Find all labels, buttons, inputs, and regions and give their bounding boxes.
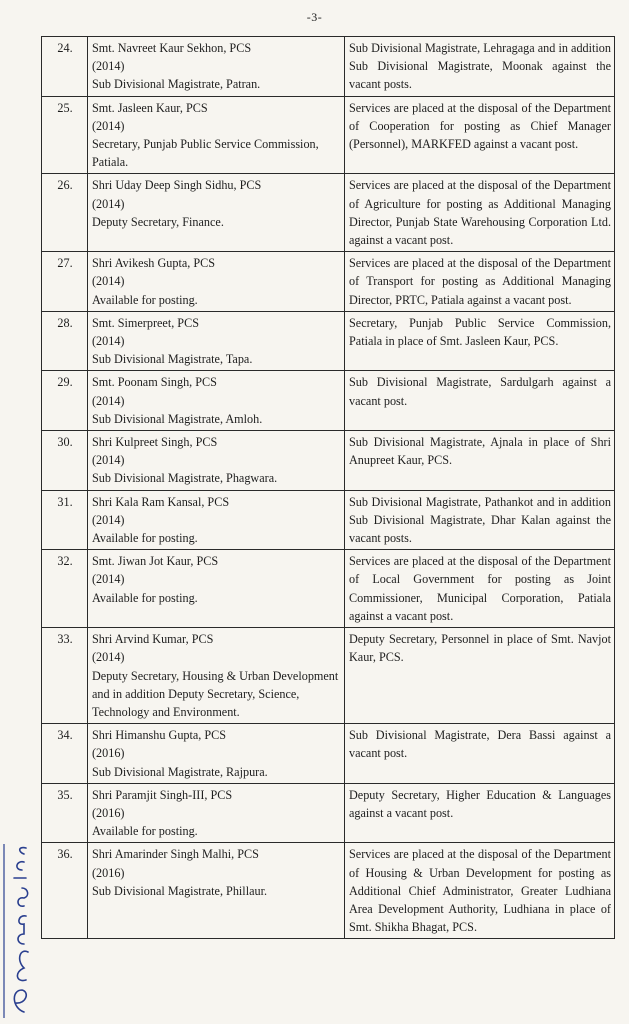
new-posting: Services are placed at the disposal of the Department of Housing & Urban Development for posting as Additional Chief Administrator, Greater Ludhiana Area Development Authority, Ludhiana in place of Smt. Shikha Bhagat, PCS. (345, 843, 615, 939)
officer-batch: (2014) (92, 118, 125, 133)
serial-number: 26. (42, 174, 88, 252)
officer-name: Shri Amarinder Singh Malhi, PCS (92, 847, 259, 862)
officer-batch: (2014) (92, 512, 125, 527)
officer-current-post: Deputy Secretary, Housing & Urban Development and in addition Deputy Secretary, Science, Technology and Environment. (92, 668, 339, 719)
new-posting: Deputy Secretary, Personnel in place of Smt. Navjot Kaur, PCS. (345, 628, 615, 724)
new-posting: Services are placed at the disposal of the Department of Transport for posting as Additional Managing Director, PRTC, Patiala against a vacant post. (345, 252, 615, 312)
officer-name: Shri Kulpreet Singh, PCS (92, 435, 218, 450)
serial-number: 24. (42, 37, 88, 97)
new-posting: Sub Divisional Magistrate, Ajnala in place of Shri Anupreet Kaur, PCS. (345, 431, 615, 491)
serial-number: 29. (42, 371, 88, 431)
officer-current-post: Sub Divisional Magistrate, Phagwara. (92, 471, 278, 486)
table-row (42, 371, 615, 431)
new-posting: Sub Divisional Magistrate, Dera Bassi against a vacant post. (345, 724, 615, 784)
officer-current-post: Available for posting. (92, 590, 198, 605)
officer-cell (88, 783, 345, 843)
officer-cell (88, 371, 345, 431)
officer-batch: (2016) (92, 746, 125, 761)
table-row (42, 252, 615, 312)
officer-cell (88, 490, 345, 550)
table-row (42, 490, 615, 550)
serial-number: 27. (42, 252, 88, 312)
officer-cell (88, 37, 345, 97)
posting-orders-table (41, 36, 615, 939)
new-posting: Sub Divisional Magistrate, Sardulgarh against a vacant post. (345, 371, 615, 431)
officer-batch: (2016) (92, 865, 125, 880)
officer-cell (88, 724, 345, 784)
officer-name: Shri Paramjit Singh-III, PCS (92, 787, 233, 802)
officer-batch: (2014) (92, 453, 125, 468)
officer-name: Shri Avikesh Gupta, PCS (92, 256, 216, 271)
officer-cell (88, 431, 345, 491)
officer-name: Smt. Poonam Singh, PCS (92, 375, 217, 390)
officer-current-post: Available for posting. (92, 292, 198, 307)
table-row (42, 37, 615, 97)
serial-number: 35. (42, 783, 88, 843)
officer-batch: (2014) (92, 196, 125, 211)
officer-current-post: Sub Divisional Magistrate, Rajpura. (92, 764, 268, 779)
officer-cell (88, 311, 345, 371)
table-row (42, 311, 615, 371)
officer-current-post: Sub Divisional Magistrate, Patran. (92, 77, 261, 92)
new-posting: Services are placed at the disposal of the Department of Agriculture for posting as Additional Managing Director, Punjab State Warehousing Corporation Ltd. against a vacant post. (345, 174, 615, 252)
table-row (42, 628, 615, 724)
officer-name: Shri Himanshu Gupta, PCS (92, 728, 227, 743)
officer-batch: (2014) (92, 334, 125, 349)
officer-batch: (2016) (92, 805, 125, 820)
new-posting: Deputy Secretary, Higher Education & Languages against a vacant post. (345, 783, 615, 843)
officer-name: Smt. Navreet Kaur Sekhon, PCS (92, 41, 252, 55)
officer-current-post: Sub Divisional Magistrate, Amloh. (92, 411, 263, 426)
new-posting: Services are placed at the disposal of the Department of Local Government for posting as Joint Commissioner, Municipal Corporation, Patiala against a vacant post. (345, 550, 615, 628)
officer-current-post: Secretary, Punjab Public Service Commission, Patiala. (92, 137, 319, 170)
table-row (42, 96, 615, 174)
officer-name: Smt. Jiwan Jot Kaur, PCS (92, 554, 219, 569)
officer-name: Smt. Jasleen Kaur, PCS (92, 100, 208, 115)
serial-number: 31. (42, 490, 88, 550)
new-posting: Secretary, Punjab Public Service Commission, Patiala in place of Smt. Jasleen Kaur, PCS. (345, 311, 615, 371)
officer-batch: (2014) (92, 59, 125, 74)
serial-number: 34. (42, 724, 88, 784)
officer-name: Shri Kala Ram Kansal, PCS (92, 494, 230, 509)
officer-cell (88, 628, 345, 724)
serial-number: 30. (42, 431, 88, 491)
officer-cell (88, 174, 345, 252)
officer-current-post: Sub Divisional Magistrate, Phillaur. (92, 883, 268, 898)
table-row (42, 724, 615, 784)
officer-cell (88, 96, 345, 174)
table-row (42, 783, 615, 843)
table-body (42, 37, 615, 939)
officer-cell (88, 843, 345, 939)
officer-cell (88, 550, 345, 628)
table-row (42, 174, 615, 252)
officer-current-post: Available for posting. (92, 824, 198, 839)
officer-name: Shri Arvind Kumar, PCS (92, 632, 214, 647)
officer-cell (88, 252, 345, 312)
page-number: -3- (306, 10, 323, 24)
officer-batch: (2014) (92, 393, 125, 408)
serial-number: 32. (42, 550, 88, 628)
officer-current-post: Available for posting. (92, 531, 198, 546)
handwritten-signature (2, 840, 36, 1020)
table-row (42, 843, 615, 939)
officer-name: Shri Uday Deep Singh Sidhu, PCS (92, 178, 262, 193)
officer-batch: (2014) (92, 572, 125, 587)
officer-name: Smt. Simerpreet, PCS (92, 315, 199, 330)
serial-number: 36. (42, 843, 88, 939)
officer-batch: (2014) (92, 274, 125, 289)
officer-batch: (2014) (92, 650, 125, 665)
serial-number: 28. (42, 311, 88, 371)
table-row (42, 550, 615, 628)
officer-current-post: Deputy Secretary, Finance. (92, 214, 224, 229)
table-row (42, 431, 615, 491)
new-posting: Sub Divisional Magistrate, Lehragaga and in addition Sub Divisional Magistrate, Moonak against the vacant posts. (345, 37, 615, 97)
new-posting: Sub Divisional Magistrate, Pathankot and in addition Sub Divisional Magistrate, Dhar Kalan against the vacant posts. (345, 490, 615, 550)
serial-number: 33. (42, 628, 88, 724)
officer-current-post: Sub Divisional Magistrate, Tapa. (92, 352, 253, 367)
serial-number: 25. (42, 96, 88, 174)
new-posting: Services are placed at the disposal of the Department of Cooperation for posting as Chief Manager (Personnel), MARKFED against a vacant post. (345, 96, 615, 174)
